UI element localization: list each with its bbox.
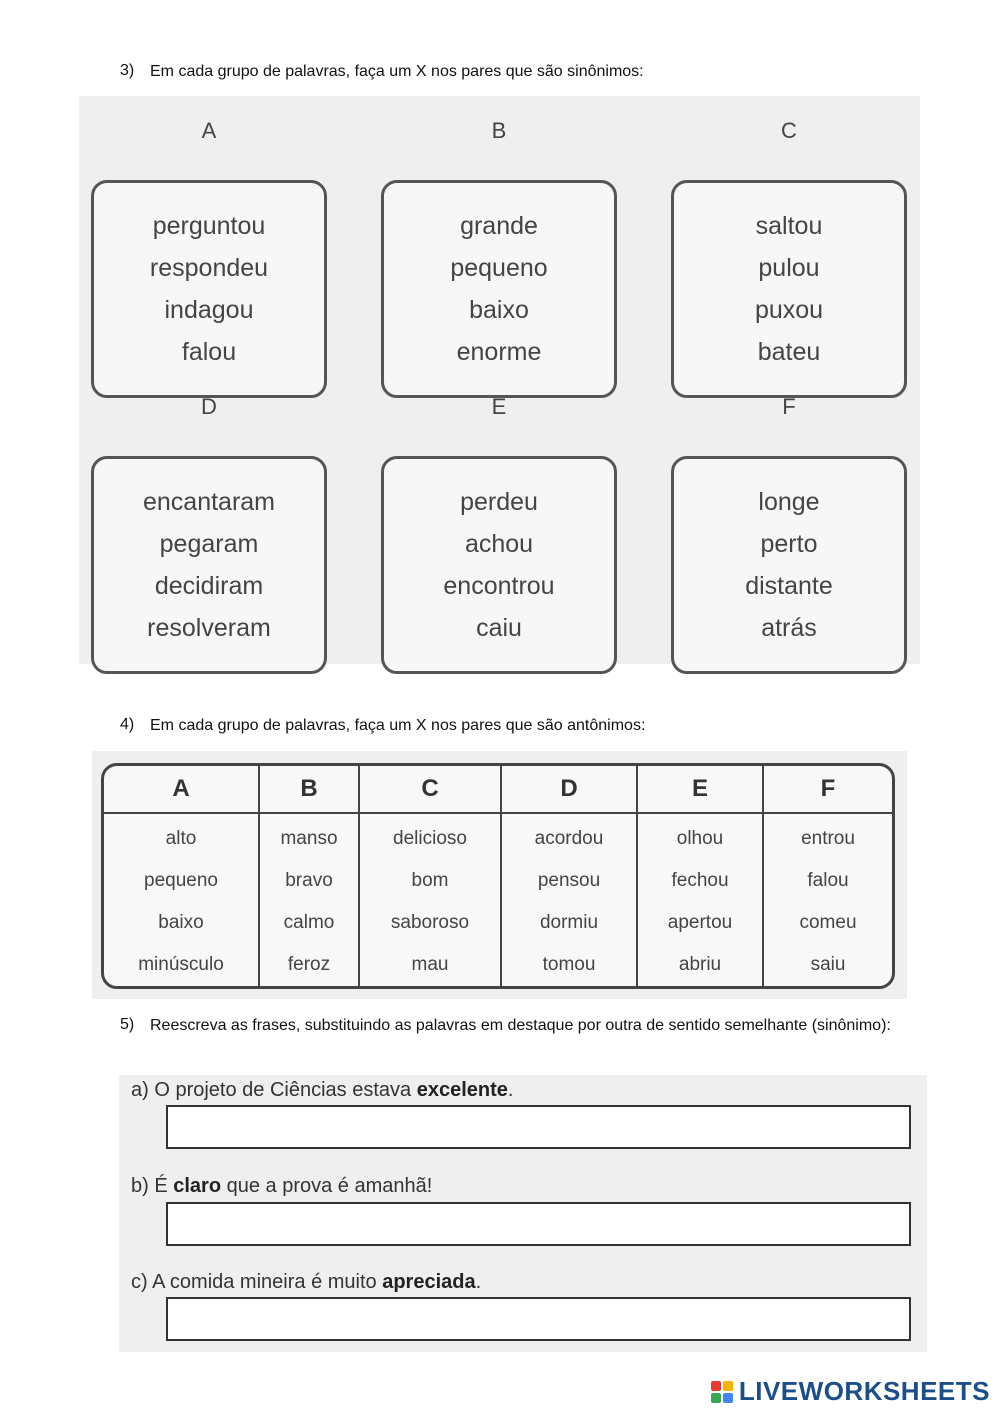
word[interactable]: falou [807,870,849,891]
word[interactable]: caiu [476,614,522,642]
word[interactable]: baixo [469,296,529,324]
column-header: A [104,766,258,814]
logo-square [723,1381,733,1391]
logo-square [711,1381,721,1391]
word[interactable]: encontrou [443,572,555,600]
answer-field-c[interactable] [166,1297,911,1341]
word[interactable]: bom [411,870,449,891]
sentence-suffix: . [475,1271,482,1293]
antonym-column-b [260,766,360,986]
antonym-column-e [638,766,764,986]
word[interactable]: dormiu [539,912,599,933]
column-header: C [360,766,500,814]
word[interactable]: enorme [456,338,542,366]
word[interactable]: saboroso [390,912,470,933]
antonym-column-d [502,766,638,986]
word[interactable]: resolveram [147,614,271,642]
question-3-title [120,62,930,82]
word[interactable]: baixo [158,912,204,933]
word[interactable]: perguntou [152,212,266,240]
question-text: Reescreva as frases, substituindo as palavras em destaque por outra de sentido semelhante (sinônimo): [150,1017,891,1034]
word[interactable]: saltou [755,212,823,240]
word[interactable]: pegaram [159,530,259,558]
rewrite-panel [119,1075,927,1352]
question-4-title [120,716,930,736]
liveworksheets-logo-icon [711,1381,733,1403]
word[interactable]: puxou [754,296,824,324]
sentence-suffix: que a prova é amanhã! [221,1175,433,1197]
word[interactable]: bateu [757,338,821,366]
word[interactable]: bravo [285,870,333,891]
word[interactable]: apertou [667,912,733,933]
word-box [381,180,617,398]
word[interactable]: entrou [801,828,855,849]
footer-brand [711,1376,990,1407]
word[interactable]: delicioso [393,828,467,849]
word[interactable]: tomou [542,954,596,975]
sentence-prefix: c) A comida mineira é muito [131,1271,383,1293]
column-header: F [764,766,892,814]
question-number: 4) [120,716,135,733]
word[interactable]: decidiram [154,572,264,600]
word[interactable]: comeu [799,912,857,933]
question-number: 5) [120,1016,135,1033]
word[interactable]: pequeno [450,254,548,282]
column-header: D [502,766,636,814]
question-text: Em cada grupo de palavras, faça um X nos pares que são antônimos: [150,717,646,734]
question-text: Em cada grupo de palavras, faça um X nos pares que são sinônimos: [150,63,644,80]
column-header: B [260,766,358,814]
logo-square [723,1393,733,1403]
word-box [671,456,907,674]
word[interactable]: longe [758,488,820,516]
group-letter: D [201,394,217,419]
word[interactable]: grande [460,212,538,240]
highlighted-word: excelente [416,1079,508,1101]
word-box [671,180,907,398]
word[interactable]: alto [165,828,197,849]
sentence-a [131,1079,513,1102]
antonyms-table [101,763,895,989]
word[interactable]: falou [181,338,237,366]
word[interactable]: saiu [810,954,846,975]
word[interactable]: perdeu [460,488,538,516]
synonyms-panel [79,96,920,664]
word[interactable]: indagou [164,296,254,324]
sentence-prefix: a) O projeto de Ciências estava [131,1079,417,1101]
logo-square [711,1393,721,1403]
question-number: 3) [120,62,135,79]
word[interactable]: distante [745,572,833,600]
word[interactable]: pensou [537,870,601,891]
highlighted-word: apreciada [382,1271,476,1293]
word[interactable]: acordou [534,828,604,849]
word[interactable]: achou [464,530,534,558]
sentence-c [131,1271,481,1294]
word[interactable]: feroz [287,954,331,975]
word[interactable]: minúsculo [138,954,224,975]
answer-field-a[interactable] [166,1105,911,1149]
group-letter: E [491,394,507,419]
word[interactable]: fechou [671,870,729,891]
question-5-title [120,1016,930,1036]
antonym-column-a [104,766,260,986]
word[interactable]: manso [280,828,338,849]
highlighted-word: claro [173,1175,222,1197]
word-box [91,180,327,398]
word[interactable]: respondeu [149,254,269,282]
column-header: E [638,766,762,814]
antonym-column-c [360,766,502,986]
word-box [381,456,617,674]
word[interactable]: calmo [283,912,335,933]
group-letter: F [782,394,796,419]
group-letter: C [781,118,797,143]
sentence-suffix: . [507,1079,514,1101]
answer-field-b[interactable] [166,1202,911,1246]
word[interactable]: pulou [758,254,820,282]
word[interactable]: perto [760,530,818,558]
brand-name: LIVEWORKSHEETS [738,1376,990,1406]
word[interactable]: atrás [761,614,817,642]
word[interactable]: olhou [676,828,724,849]
sentence-b [131,1175,432,1198]
word[interactable]: mau [411,954,449,975]
sentence-prefix: b) É [131,1175,174,1197]
word[interactable]: abriu [678,954,722,975]
word[interactable]: pequeno [144,870,218,891]
word-box [91,456,327,674]
group-letter: B [491,118,507,143]
antonym-column-f [764,766,892,986]
word[interactable]: encantaram [142,488,276,516]
group-letter: A [201,118,217,143]
antonyms-panel [92,751,907,999]
